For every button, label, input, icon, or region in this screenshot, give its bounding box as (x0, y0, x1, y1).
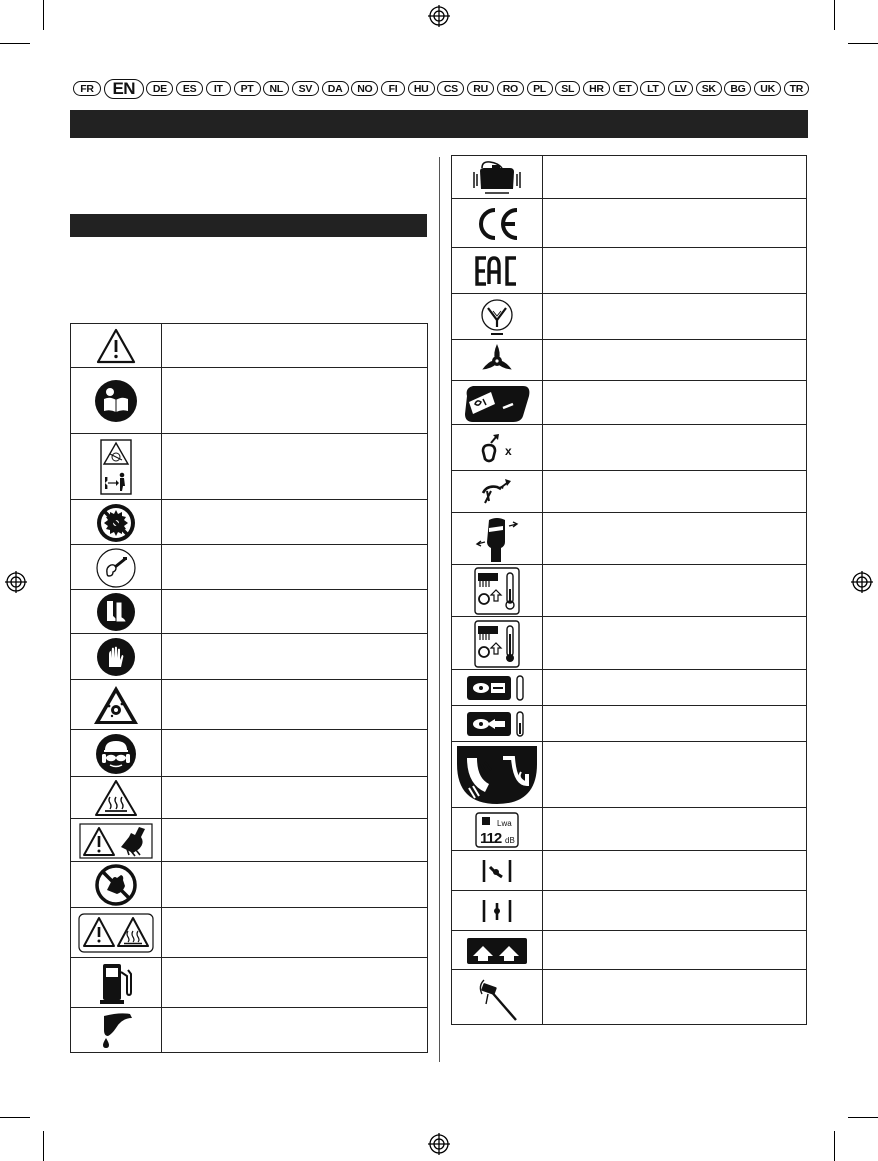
symbol-row (452, 293, 806, 340)
flying-debris-warning-icon (71, 680, 162, 730)
symbol-description (162, 1008, 427, 1053)
language-tab-nl[interactable]: NL (263, 81, 289, 96)
svg-text:x: x (505, 444, 512, 458)
read-manual-icon (71, 368, 162, 434)
crop-mark (0, 43, 30, 44)
language-tab-bg[interactable]: BG (724, 81, 751, 96)
registration-mark-icon (428, 5, 450, 27)
sound-power-icon (452, 808, 543, 851)
choke-warm-start-icon (452, 617, 543, 670)
symbol-row (71, 544, 427, 590)
crop-mark (834, 0, 835, 30)
language-tab-pt[interactable]: PT (234, 81, 261, 96)
symbol-description (543, 851, 806, 891)
symbol-description (162, 730, 427, 777)
symbol-row (452, 705, 806, 742)
symbol-description (162, 908, 427, 958)
pull-starter-icon (452, 471, 543, 513)
symbol-row (452, 850, 806, 891)
symbol-description (162, 545, 427, 590)
symbol-row (452, 247, 806, 294)
symbol-description (162, 862, 427, 908)
language-tab-da[interactable]: DA (322, 81, 349, 96)
symbol-row (71, 1007, 427, 1053)
symbol-table-left (70, 323, 428, 1053)
head-eye-ear-protection-icon (71, 730, 162, 777)
symbol-row (452, 616, 806, 670)
symbol-description (543, 381, 806, 425)
language-tab-ro[interactable]: RO (497, 81, 524, 96)
symbol-description (543, 706, 806, 742)
symbol-row (452, 669, 806, 706)
symbol-row (71, 679, 427, 730)
language-tab-pl[interactable]: PL (527, 81, 553, 96)
symbol-row (452, 512, 806, 565)
symbol-row (452, 424, 806, 471)
symbol-row (452, 380, 806, 425)
warning-hot-surface-pair-icon (71, 908, 162, 958)
symbol-row (452, 890, 806, 931)
symbol-description (162, 634, 427, 680)
symbol-row (452, 930, 806, 970)
symbol-row (71, 818, 427, 862)
symbol-row (452, 564, 806, 617)
symbol-row (452, 969, 806, 1025)
symbol-description (162, 590, 427, 634)
symbol-description (162, 500, 427, 545)
symbol-row (71, 907, 427, 958)
language-selector (73, 79, 806, 99)
symbol-row (71, 499, 427, 545)
language-tab-no[interactable]: NO (351, 81, 378, 96)
column-divider (439, 157, 440, 1062)
symbol-row (452, 156, 806, 198)
language-tab-ru[interactable]: RU (467, 81, 494, 96)
symbol-description (162, 819, 427, 862)
lock-icon (452, 891, 543, 931)
page-title-bar (70, 110, 808, 138)
fuel-tank-vibration-icon (452, 156, 543, 198)
ear-protection-icon (71, 545, 162, 590)
symbol-description (543, 294, 806, 340)
warning-triangle-icon (71, 324, 162, 367)
symbol-row (452, 339, 806, 381)
language-tab-en[interactable]: EN (104, 79, 144, 99)
noise-lwa-label: Lwa (497, 818, 512, 828)
section-header-bar (70, 214, 427, 237)
arrows-up-icon (452, 931, 543, 970)
symbol-row (71, 729, 427, 777)
language-tab-fr[interactable]: FR (73, 81, 101, 96)
symbol-table-right (451, 155, 807, 1025)
symbol-row (71, 957, 427, 1008)
unlock-icon (452, 851, 543, 891)
symbol-description (543, 156, 806, 198)
noise-unit: dB (505, 835, 515, 845)
no-hands-icon (71, 862, 162, 908)
language-tab-sl[interactable]: SL (555, 81, 580, 96)
symbol-description (543, 471, 806, 513)
language-tab-hr[interactable]: HR (583, 81, 610, 96)
symbol-row (71, 324, 427, 367)
symbol-description (162, 368, 427, 434)
crop-mark (848, 43, 878, 44)
language-tab-it[interactable]: IT (206, 81, 231, 96)
language-tab-tr[interactable]: TR (784, 81, 809, 96)
symbol-row (452, 198, 806, 248)
crop-mark (834, 1131, 835, 1161)
language-tab-uk[interactable]: UK (754, 81, 781, 96)
eac-mark-icon (452, 248, 543, 294)
keep-bystanders-away-icon (71, 434, 162, 500)
safety-boots-icon (71, 590, 162, 634)
symbol-description (543, 670, 806, 706)
hot-surface-warning-icon (71, 777, 162, 819)
symbol-description (543, 199, 806, 248)
language-tab-sv[interactable]: SV (292, 81, 319, 96)
ce-mark-icon (452, 199, 543, 248)
symbol-description (162, 777, 427, 819)
choke-open-icon (452, 706, 543, 742)
symbol-description (543, 931, 806, 970)
symbol-row (71, 589, 427, 634)
symbol-row (71, 367, 427, 434)
three-blade-cutter-icon (452, 340, 543, 381)
symbol-description (543, 425, 806, 471)
registration-mark-icon (428, 1133, 450, 1155)
symbol-description (162, 434, 427, 500)
language-tab-sk[interactable]: SK (696, 81, 722, 96)
no-blade-icon (71, 500, 162, 545)
symbol-row (71, 433, 427, 500)
registration-mark-icon (851, 571, 873, 593)
symbol-description (543, 617, 806, 670)
oil-drop-icon (71, 1008, 162, 1053)
symbol-description (543, 891, 806, 931)
noise-value: 112 (480, 829, 502, 847)
symbol-description (543, 340, 806, 381)
on-off-switch-icon (452, 381, 543, 425)
symbol-description (543, 513, 806, 565)
symbol-description (543, 248, 806, 294)
symbol-row (452, 807, 806, 851)
symbol-description (162, 324, 427, 367)
crop-mark (43, 0, 44, 30)
choke-cold-start-icon (452, 565, 543, 617)
language-tab-fi[interactable]: FI (381, 81, 405, 96)
symbol-description (543, 742, 806, 808)
registration-mark-icon (5, 571, 27, 593)
shaft-coupling-icon (452, 742, 543, 808)
crop-mark (848, 1117, 878, 1118)
symbol-row (71, 861, 427, 908)
language-tab-es[interactable]: ES (176, 81, 203, 96)
symbol-description (543, 808, 806, 851)
language-tab-lv[interactable]: LV (668, 81, 693, 96)
symbol-row (452, 741, 806, 808)
symbol-description (162, 680, 427, 730)
crop-mark (0, 1117, 30, 1118)
language-tab-et[interactable]: ET (613, 81, 638, 96)
ukraine-conformity-icon (452, 294, 543, 340)
throttle-trigger-icon (452, 513, 543, 565)
symbol-description (162, 958, 427, 1008)
language-tab-lt[interactable]: LT (640, 81, 665, 96)
symbol-row (71, 776, 427, 819)
language-tab-de[interactable]: DE (146, 81, 173, 96)
crop-mark (43, 1131, 44, 1161)
symbol-row (452, 470, 806, 513)
trimmer-shaft-icon (452, 970, 543, 1025)
primer-bulb-icon (452, 425, 543, 471)
symbol-description (543, 565, 806, 617)
safety-gloves-icon (71, 634, 162, 680)
language-tab-hu[interactable]: HU (408, 81, 435, 96)
language-tab-cs[interactable]: CS (437, 81, 464, 96)
warning-hand-injury-icon (71, 819, 162, 862)
fuel-pump-icon (71, 958, 162, 1008)
symbol-row (71, 633, 427, 680)
choke-closed-icon (452, 670, 543, 706)
symbol-description (543, 970, 806, 1025)
